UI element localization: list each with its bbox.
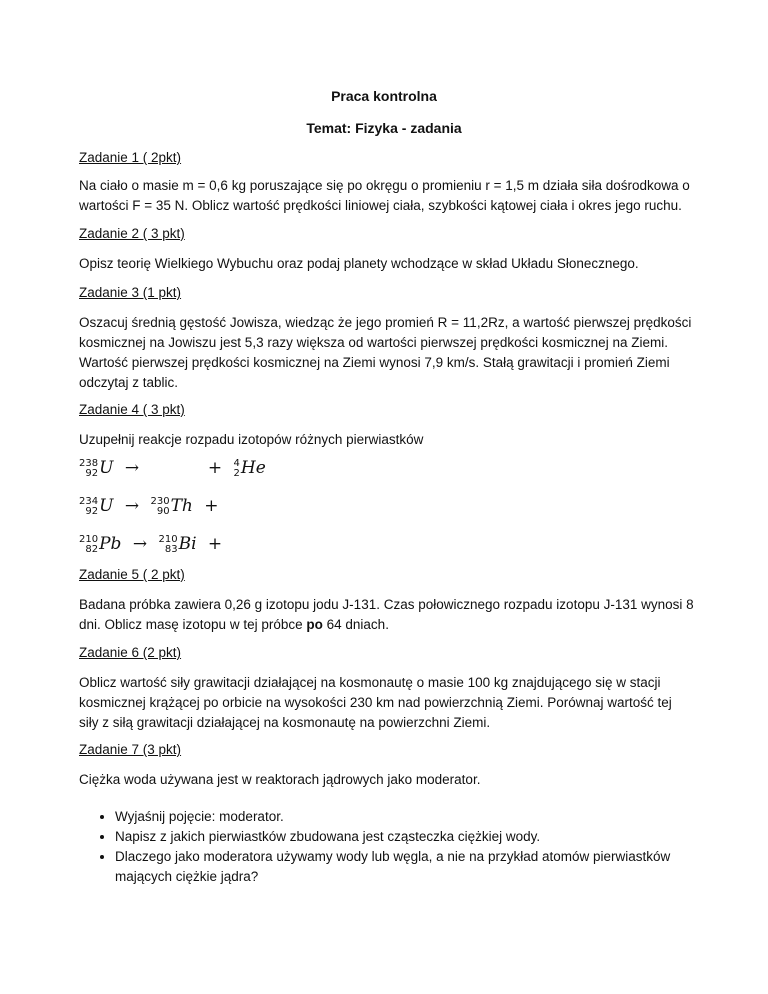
- element-symbol: Th: [170, 496, 193, 516]
- reaction-arrow: →: [124, 496, 140, 516]
- task-3-line-4: odczytaj z tablic.: [79, 375, 179, 390]
- task-7-bullet-2: • Napisz z jakich pierwiastków zbudowana jest cząsteczka ciężkiej wody.: [115, 827, 730, 847]
- task-7-bullet-3: [115, 847, 730, 887]
- document-title: Praca kontrolna: [331, 88, 437, 104]
- task-5-line-2: [79, 615, 694, 635]
- task-4-text: [79, 430, 694, 450]
- mass-number: 210: [158, 533, 178, 545]
- task-3-line-1: Oszacuj średnią gęstość Jowisza, wiedząc że jego promień R = 11,2Rz, a wartość pierwszej prędkości: [79, 315, 692, 330]
- task-6-line-3: siły z siłą grawitacji działającej na kosmonautę na powierzchni Ziemi.: [79, 715, 491, 730]
- reaction-2: [79, 496, 225, 517]
- atomic-number: 83: [164, 543, 178, 555]
- reaction-1-nuclide-1-numbers: [79, 459, 98, 479]
- mass-number: 238: [79, 457, 99, 469]
- task-5-text: [79, 595, 694, 635]
- atomic-number: 90: [156, 505, 170, 517]
- reaction-arrow: →: [124, 458, 140, 478]
- element-symbol: U: [99, 458, 114, 478]
- task-7-bullet-list: [79, 807, 730, 887]
- plus-sign: +: [207, 534, 223, 554]
- document-subtitle: Temat: Fizyka - zadania: [306, 120, 462, 136]
- task-7-bullet-3-line-1: Dlaczego jako moderatora używamy wody lub węgla, a nie na przykład atomów pierwiastków: [115, 849, 671, 864]
- task-3-line-2: kosmicznej na Jowiszu jest 5,3 razy większa od wartości pierwszej prędkości kosmicznej na Ziemi.: [79, 335, 668, 350]
- element-symbol: U: [99, 496, 114, 516]
- task-4-heading: Zadanie 4 ( 3 pkt): [79, 402, 185, 417]
- task-2-text: [79, 254, 694, 274]
- task-5-line-2-end: 64 dniach.: [326, 617, 389, 632]
- task-1-line-1: Na ciało o masie m = 0,6 kg poruszające się po okręgu o promieniu r = 1,5 m działa siła dośrodkowa o: [79, 178, 690, 193]
- plus-sign: +: [207, 458, 223, 478]
- element-symbol: Bi: [178, 534, 197, 554]
- element-symbol: Pb: [99, 534, 122, 554]
- task-5-emphasis: po: [306, 617, 323, 632]
- reaction-2-nuclide-1-numbers: [79, 497, 98, 517]
- task-1-line-2: wartości F = 35 N. Oblicz wartość prędkości liniowej ciała, szybkości kątowej ciała i okres jego ruchu.: [79, 198, 682, 213]
- task-6-heading: Zadanie 6 (2 pkt): [79, 645, 182, 660]
- task-3-line-3: Wartość pierwszej prędkości kosmicznej na Ziemi wynosi 7,9 km/s. Stałą grawitacji i promień Ziemi: [79, 355, 670, 370]
- task-3-heading: Zadanie 3 (1 pkt): [79, 285, 182, 300]
- atomic-number: 82: [85, 543, 99, 555]
- task-6-line-1: Oblicz wartość siły grawitacji działającej na kosmonautę o masie 100 kg znajdującego się w stacji: [79, 675, 661, 690]
- task-7-line-1: Ciężka woda używana jest w reaktorach jądrowych jako moderator.: [79, 772, 481, 787]
- task-6-line-2: kosmicznej krążącej po orbicie na wysokości 230 km nad powierzchnią Ziemi. Porównaj wartość tej: [79, 695, 672, 710]
- atomic-number: 92: [85, 505, 99, 517]
- reaction-3-nuclide-2-numbers: [158, 535, 177, 555]
- atomic-number: 92: [85, 467, 99, 479]
- mass-number: 210: [79, 533, 99, 545]
- mass-number: 4: [233, 457, 240, 469]
- task-7-bullet-1: • Wyjaśnij pojęcie: moderator.: [115, 807, 730, 827]
- task-7-text: [79, 770, 694, 790]
- reaction-1: [79, 458, 266, 479]
- task-1-heading: Zadanie 1 ( 2pkt): [79, 150, 182, 165]
- task-7-heading: Zadanie 7 (3 pkt): [79, 742, 182, 757]
- reaction-arrow: →: [132, 534, 148, 554]
- reaction-1-nuclide-2-numbers: [234, 459, 240, 479]
- reaction-3-nuclide-1-numbers: [79, 535, 98, 555]
- atomic-number: 2: [233, 467, 240, 479]
- element-symbol: He: [240, 458, 266, 478]
- task-5-line-2-start: dni. Oblicz masę izotopu w tej próbce: [79, 617, 303, 632]
- mass-number: 234: [79, 495, 99, 507]
- task-2-heading: Zadanie 2 ( 3 pkt): [79, 226, 185, 241]
- task-7-bullet-3-line-2: mających ciężkie jądra?: [115, 869, 259, 884]
- task-6-text: [79, 673, 694, 733]
- reaction-3: [79, 534, 228, 555]
- plus-sign: +: [204, 496, 219, 516]
- task-5-line-1: Badana próbka zawiera 0,26 g izotopu jodu J-131. Czas połowicznego rozpadu izotopu J-131 wynosi 8: [79, 597, 694, 612]
- task-4-line-1: Uzupełnij reakcje rozpadu izotopów różnych pierwiastków: [79, 432, 424, 447]
- task-3-text: [79, 313, 694, 393]
- reaction-2-nuclide-2-numbers: [150, 497, 169, 517]
- mass-number: 230: [150, 495, 170, 507]
- task-1-text: [79, 176, 694, 216]
- task-5-heading: Zadanie 5 ( 2 pkt): [79, 567, 185, 582]
- task-2-line-1: Opisz teorię Wielkiego Wybuchu oraz podaj planety wchodzące w skład Układu Słonecznego.: [79, 256, 639, 271]
